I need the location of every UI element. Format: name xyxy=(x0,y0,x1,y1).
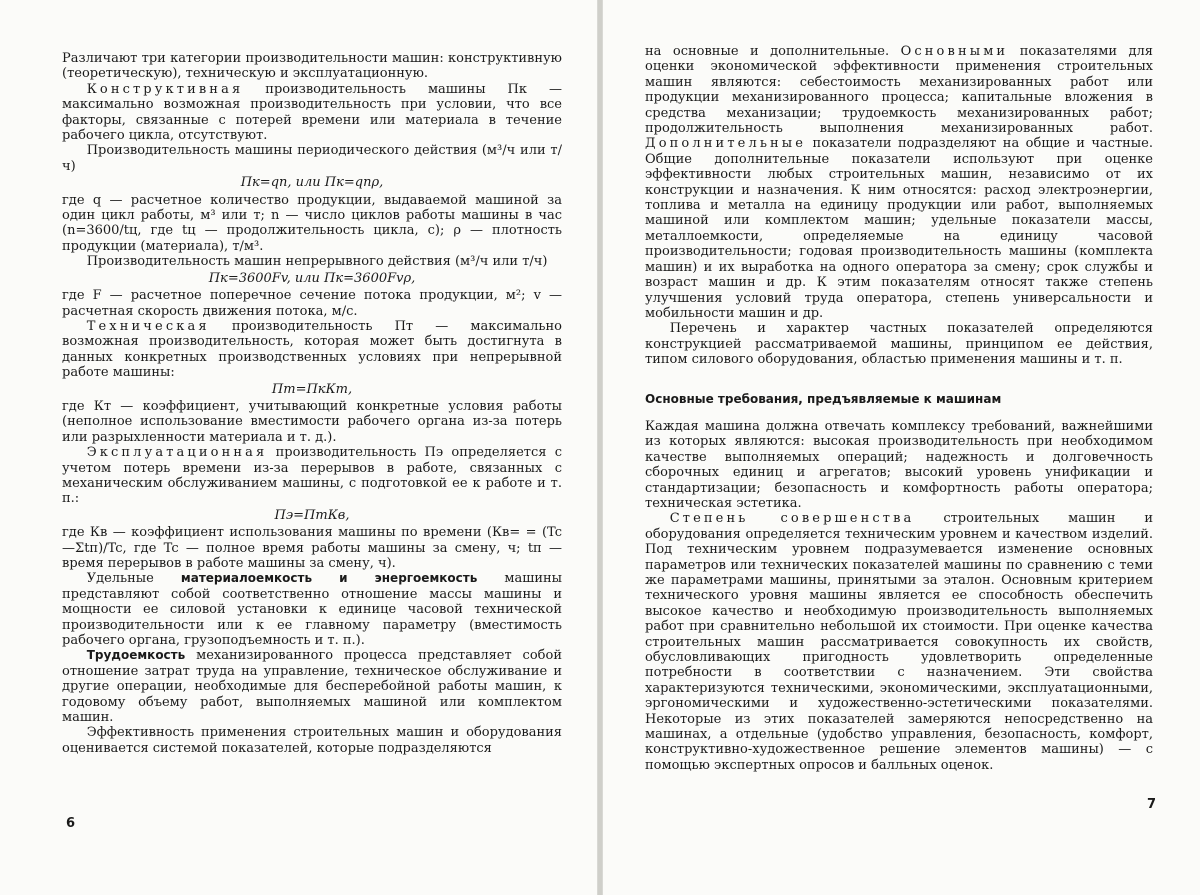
paragraph-text: на основные и дополнительные. xyxy=(645,44,890,59)
spaced-term: Степень совершенства xyxy=(669,511,915,527)
paragraph xyxy=(62,319,562,381)
paragraph-text: производительность Пэ определяется с учетом потерь времени из-за перерывов в работе, связанных с механическим обслуживанием машины, с подготовкой ее к работе и т. п.: xyxy=(62,445,562,507)
paragraph-text: показатели подразделяют на общие и частные. Общие дополнительные показатели используют при оценке эффективности любых строительных машин, независимо от их конструкции и назначения. К ним относятся: расход электроэнергии, топлива и металла на единицу продукции или работ, выполняемых машиной или комплектом машин; удельные показатели массы, металлоемкости, определяемые на единицу часовой производительности; годовая производительность машины (комплекта машин) и их выработка на одного оператора за смену; срок службы и возраст машин и др. К этим показателям относят также степень улучшения условий труда оператора, степень универсальности и мобильности машин и др. xyxy=(645,136,1153,321)
paragraph-text: строительных машин и оборудования определяется техническим уровнем и качеством изделий. Под техническим уровнем подразумевается изменение основных параметров или технических показателей машины по сравнению с теми же параметрами машины, принятыми за эталон. Основным критерием технического уровня машины является ее способность обеспечить высокое качество и необходимую производительность выполняемых работ при сравнительно небольшой их стоимости. При оценке качества строительных машин рассматривается совокупность их свойств, обусловливающих пригодность удовлетворить определенные потребности в соответствии с назначением. Эти свойства характеризуются техническими, экономическими, эксплуатационными, эргономическими и художественно-эстетическими показателями. Некоторые из этих показателей замеряются непосредственно на машинах, а отдельные (удобство управления, безопасность, комфорт, конструктивно-художественное решение элементов машины) — с помощью экспертных опросов и балльных оценок. xyxy=(645,511,1153,773)
formula: Пк=qn, или Пк=qnρ, xyxy=(240,175,384,191)
spaced-term: Дополнительные xyxy=(645,136,807,152)
paragraph-text: производительность Пт — максимально возможная производительность, которая может быть достигнута в данных конкретных производственных условиях при непрерывной работе машины: xyxy=(62,318,562,381)
bold-term: материалоемкость xyxy=(180,571,313,586)
section-heading: Основные требования, предъявляемые к машинам xyxy=(645,391,1002,406)
paragraph: где Кт — коэффициент, учитывающий конкретные условия работы (неполное использование вместимости рабочего органа из-за потерь или разрыхленности материала и т. д.). xyxy=(62,398,562,445)
paragraph: Производительность машины периодического действия (м³/ч или т/ч) xyxy=(62,143,562,174)
paragraph: где Кв — коэффициент использования машины по времени (Кв= = (Tc—Σtп)/Tc, где Tc — полное время работы машины за смену, ч; tп — время перерывов в работе машины за смену, ч). xyxy=(62,525,562,571)
paragraph xyxy=(62,445,562,507)
bold-conjunction: и xyxy=(339,571,348,586)
left-text-column xyxy=(62,51,562,756)
paragraph xyxy=(62,648,562,725)
formula: Пэ=ПтКв, xyxy=(274,507,350,523)
paragraph: где q — расчетное количество продукции, выдаваемой машиной за один цикл работы, м³ или т; n — число циклов работы машины в час (n=3600/tц, где tц — продолжительность цикла, с); ρ — плотность продукции (материала), т/м³. xyxy=(62,192,562,254)
paragraph: Перечень и характер частных показателей определяются конструкцией рассматриваемой машины, принципом ее действия, типом силового оборудования, областью применения машины и т. п. xyxy=(645,321,1153,368)
paragraph-text: машины представляют собой соответственно отношение массы машины и мощности ее силовой установки к единице часовой технической производительности или к ее главному параметру (вместимость рабочего органа, грузоподъемность и т. п.). xyxy=(62,571,563,649)
paragraph: Различают три категории производительности машин: конструктивную (теоретическую), техническую и эксплуатационную. xyxy=(62,51,562,82)
paragraph-text: показателями для оценки экономической эффективности применения строительных машин являются: себестоимость механизированных работ или продукции механизированного процесса; капитальные вложения в средства механизации; трудоемкость механизированных работ; продолжительность выполнения механизированных работ. xyxy=(645,44,1153,137)
paragraph xyxy=(645,44,1153,321)
paragraph-text: машины Пк — максимально возможная производительность при условии, что все факторы, связанные с потерей времени или материала в течение рабочего цикла, отсутствуют. xyxy=(62,81,562,144)
formula: Пк=3600Fv, или Пк=3600Fvρ, xyxy=(208,270,416,286)
paragraph: где F — расчетное поперечное сечение потока продукции, м²; v — расчетная скорость движения потока, м/с. xyxy=(62,288,562,319)
left-page xyxy=(0,0,598,895)
right-text-column xyxy=(645,44,1153,773)
paragraph: Производительность машин непрерывного действия (м³/ч или т/ч) xyxy=(86,254,548,270)
bold-term: Трудоемкость xyxy=(86,648,186,663)
page-number: 6 xyxy=(66,816,76,831)
formula: Пт=ПкКт, xyxy=(271,381,353,397)
paragraph-text: механизированного процесса представляет собой отношение затрат труда на управление, техническое обслуживание и другие операции, необходимые для бесперебойной работы машин, к годовому объему работ, выполняемых машиной или комплектом машин. xyxy=(62,648,562,726)
spaced-term: Техническая xyxy=(86,318,210,334)
paragraph xyxy=(62,571,562,648)
bold-term: энергоемкость xyxy=(374,571,478,586)
term-rest: производительность xyxy=(265,81,406,97)
paragraph-lead: Удельные xyxy=(86,571,154,587)
paragraph xyxy=(645,511,1153,773)
paragraph xyxy=(62,82,562,144)
right-page xyxy=(602,0,1200,895)
paragraph: Каждая машина должна отвечать комплексу требований, важнейшими из которых являются: высокая производительность при необходимом качестве выполняемых операций; надежность и долговечность сборочных единиц и агрегатов; высокий уровень унификации и стандартизации; безопасность и комфортность работы оператора; техническая эстетика. xyxy=(645,418,1153,511)
page-number: 7 xyxy=(1146,797,1156,812)
spaced-term: Конструктивная xyxy=(86,81,244,97)
paragraph: Эффективность применения строительных машин и оборудования оценивается системой показателей, которые подразделяются xyxy=(62,725,562,756)
spaced-term: Основными xyxy=(900,44,1009,59)
spaced-term: Эксплуатационная xyxy=(86,445,268,461)
